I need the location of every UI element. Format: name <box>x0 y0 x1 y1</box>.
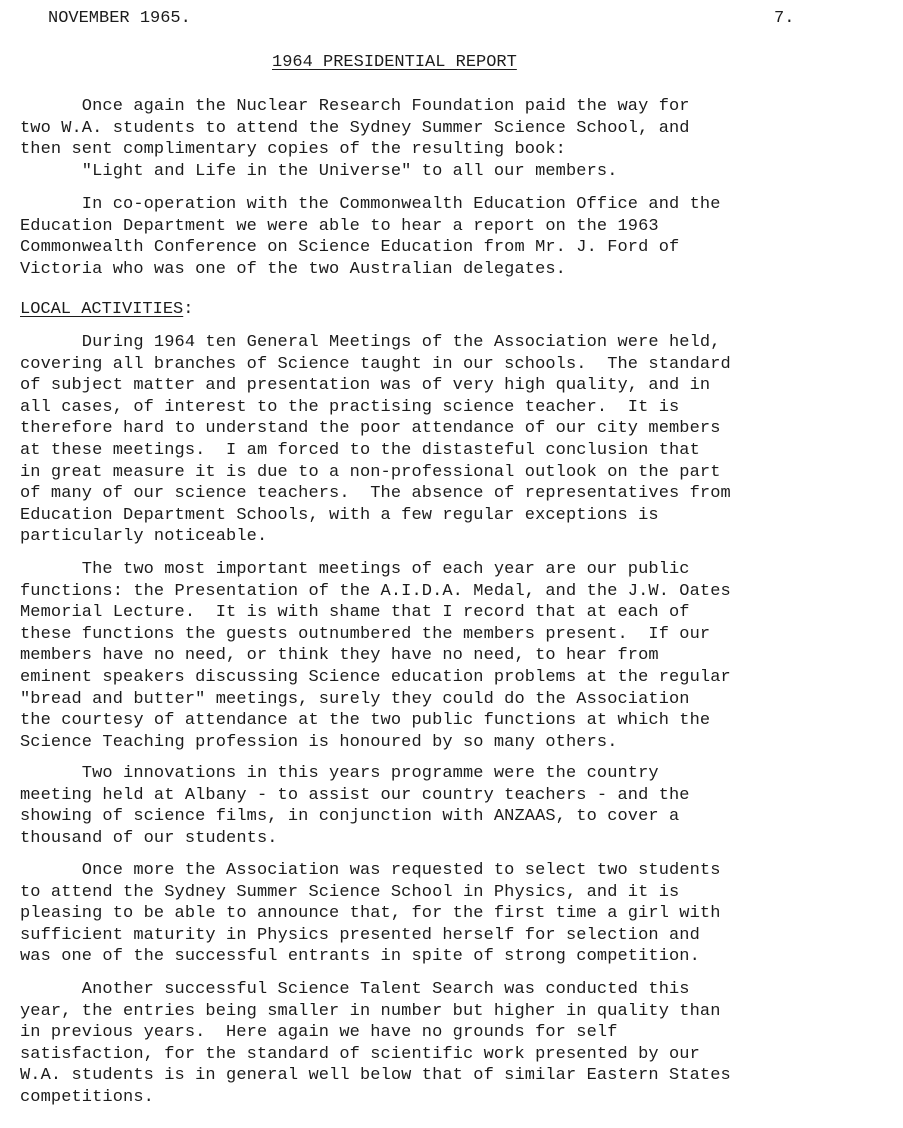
text-line: covering all branches of Science taught in our schools. The standard <box>20 354 731 374</box>
section-heading-colon: : <box>183 300 194 319</box>
text-line: Another successful Science Talent Search was conducted this <box>20 980 690 999</box>
paragraph-summer-school-selection <box>20 860 898 968</box>
text-line: members have no need, or think they have no need, to hear from <box>20 646 659 666</box>
paragraph-nuclear-research <box>20 96 898 182</box>
text-line: sufficient maturity in Physics presented herself for selection and <box>20 925 700 945</box>
text-line: in great measure it is due to a non-professional outlook on the part <box>20 462 721 482</box>
text-line: of many of our science teachers. The absence of representatives from <box>20 484 731 504</box>
text-line: in previous years. Here again we have no grounds for self <box>20 1023 618 1043</box>
text-line: Science Teaching profession is honoured by so many others. <box>20 732 618 752</box>
paragraph-commonwealth-conference <box>20 194 898 280</box>
text-line: Commonwealth Conference on Science Education from Mr. J. Ford of <box>20 238 680 258</box>
text-line: The two most important meetings of each year are our public <box>20 560 690 579</box>
text-line: then sent complimentary copies of the resulting book: <box>20 140 566 160</box>
text-line: During 1964 ten General Meetings of the Association were held, <box>20 333 721 352</box>
text-line: showing of science films, in conjunction with ANZAAS, to cover a <box>20 807 680 827</box>
text-line: satisfaction, for the standard of scientific work presented by our <box>20 1044 700 1064</box>
page-number: 7. <box>774 9 795 28</box>
text-line: of subject matter and presentation was of very high quality, and in <box>20 376 711 396</box>
text-line: Education Department we were able to hear a report on the 1963 <box>20 216 659 236</box>
text-line: was one of the successful entrants in spite of strong competition. <box>20 947 700 967</box>
text-line: meeting held at Albany - to assist our country teachers - and the <box>20 785 690 805</box>
text-line: all cases, of interest to the practising science teacher. It is <box>20 397 680 417</box>
text-line: "bread and butter" meetings, surely they could do the Association <box>20 689 690 709</box>
text-line: Once again the Nuclear Research Foundation paid the way for <box>20 97 690 116</box>
text-line: "Light and Life in the Universe" to all our members. <box>20 161 618 181</box>
section-heading-local-activities <box>20 299 193 321</box>
paragraph-public-functions <box>20 559 898 753</box>
text-line: year, the entries being smaller in number but higher in quality than <box>20 1001 721 1021</box>
header-date: NOVEMBER 1965. <box>48 9 191 28</box>
text-line: W.A. students is in general well below that of similar Eastern States <box>20 1066 731 1086</box>
text-line: In co-operation with the Commonwealth Education Office and the <box>20 195 721 214</box>
text-line: particularly noticeable. <box>20 527 268 547</box>
text-line: eminent speakers discussing Science education problems at the regular <box>20 667 731 687</box>
section-heading-text: LOCAL ACTIVITIES <box>20 300 184 319</box>
paragraph-talent-search <box>20 979 898 1109</box>
text-line: thousand of our students. <box>20 828 278 848</box>
text-line: Victoria who was one of the two Australian delegates. <box>20 259 566 279</box>
text-line: Two innovations in this years programme were the country <box>20 764 659 783</box>
text-line: Once more the Association was requested to select two students <box>20 861 721 880</box>
text-line: therefore hard to understand the poor attendance of our city members <box>20 419 721 439</box>
text-line: at these meetings. I am forced to the distasteful conclusion that <box>20 440 700 460</box>
text-line: pleasing to be able to announce that, for the first time a girl with <box>20 904 721 924</box>
text-line: competitions. <box>20 1087 154 1107</box>
text-line: these functions the guests outnumbered the members present. If our <box>20 624 711 644</box>
paragraph-innovations <box>20 763 898 849</box>
text-line: Education Department Schools, with a few regular exceptions is <box>20 505 659 525</box>
text-line: two W.A. students to attend the Sydney Summer Science School, and <box>20 118 690 138</box>
text-line: functions: the Presentation of the A.I.D.A. Medal, and the J.W. Oates <box>20 581 731 601</box>
report-title: 1964 PRESIDENTIAL REPORT <box>272 53 517 72</box>
paragraph-general-meetings <box>20 332 898 548</box>
text-line: to attend the Sydney Summer Science School in Physics, and it is <box>20 882 680 902</box>
text-line: the courtesy of attendance at the two public functions at which the <box>20 711 711 731</box>
text-line: Memorial Lecture. It is with shame that I record that at each of <box>20 603 690 623</box>
